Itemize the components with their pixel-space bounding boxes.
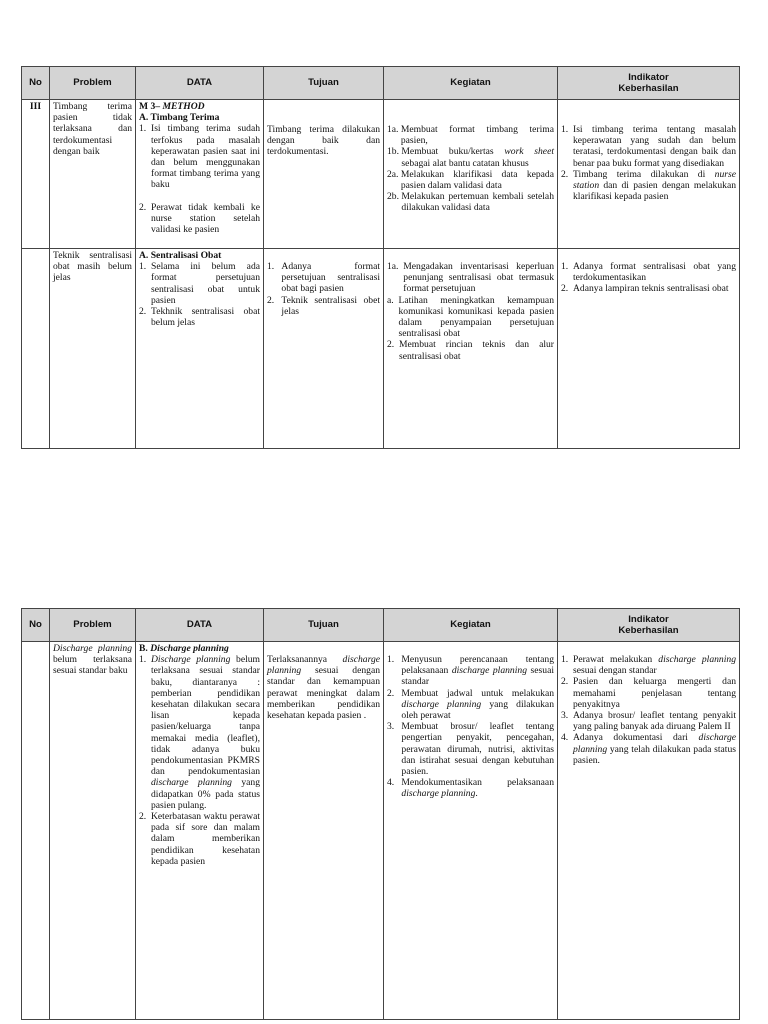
list-item [561,710,736,732]
text-part: sesuai standar [401,665,554,688]
header-row [22,609,740,642]
header-data: DATA [136,609,264,642]
list-item [561,283,736,294]
list-text [573,654,736,676]
kegiatan-cell [384,249,558,449]
table-row [22,249,740,449]
list-item [561,676,736,710]
problem-cell: Timbang terima pasien tidak terlaksana dan terdokumentasi dengan baik [50,100,136,249]
list-item [387,124,554,146]
table-row [22,100,740,249]
list-item [387,721,554,777]
list-item [561,169,736,203]
list-text: Membuat brosur/ leaflet tentang pengertian penyakit, pencegahan, perawatan dirumah, nutrisi, aktivitas dan istirahat sesuai dengan kebutuhan pasien. [401,721,554,778]
list-text [573,169,736,203]
data-subheading: A. Timbang Terima [139,112,220,124]
data-heading: A. Sentralisasi Obat [139,250,222,261]
text-part: yang dilakukan oleh perawat [401,698,554,722]
list-number: 2b. [387,191,399,203]
text-em: Discharge planning [151,654,231,666]
header-problem: Problem [50,609,136,642]
list-text: Membuat rincian teknis dan alur sentralisasi obat [399,339,554,362]
data-heading-em: METHOD [162,101,205,112]
list-text: Melakukan pertemuan kembali setelah dilakukan validasi data [401,191,554,214]
list-text: Selama ini belum ada format persetujuan sentralisasi obat untuk pasien [151,261,260,306]
header-indikator-line2: Keberhasilan [618,83,679,94]
list-number: 2. [561,168,569,180]
header-indikator [558,67,740,100]
list-number: 1. [561,261,569,272]
list-number: 2. [387,687,395,699]
table-row [22,642,740,1020]
list-item [139,306,260,328]
text-part: sesuai dengan standar [573,665,657,677]
text-part: B. [139,643,151,654]
list-number: 1b. [387,146,399,158]
problem-cell [50,642,136,1020]
text-part: yang didapatkan 0% pada status pasien pulang. [151,777,260,811]
header-no: No [22,67,50,100]
list-number: 1. [387,654,395,665]
text-em: Discharge planning [150,643,229,654]
list-item [387,261,554,295]
text-part: Mendokumentasikan pelaksanaan [401,777,554,789]
list-number: 3. [561,710,569,722]
text-part: sesuai dengan standar dan kemampuan perawat meningkat dalam memberikan pendidikan kesehatan kepada pasien . [267,665,380,722]
list-text [401,688,554,722]
list-text: Teknik sentralisasi obet jelas [281,294,380,317]
tujuan-text [267,654,380,721]
list-number: 4. [387,777,395,789]
list-item [387,688,554,722]
list-number: 1. [139,261,147,273]
list-text: Isi timbang terima sudah terfokus pada masalah keperawatan pasien saat ini dan belum menggunakan format timbang terima yang baku [151,123,260,191]
text-em: discharge planning [151,777,232,789]
list-text: Adanya brosur/ leaflet tentang penyakit yang paling banyak ada diruang Palem II [573,710,736,733]
list-number: 1a. [387,124,399,135]
text-em: discharge planning [658,654,736,665]
list-text: Isi timbang terima tentang masalah keperawatan yang sudah dan belum teratasi, terdokumentasi dengan baik dan benar paa buku format yang disediakan [573,124,736,169]
list-item [387,169,554,191]
row-number [22,249,50,449]
list-item [139,202,260,236]
list-item [561,654,736,676]
header-row [22,67,740,100]
header-tujuan: Tujuan [264,609,384,642]
tujuan-cell [264,642,384,1020]
data-cell [136,249,264,449]
list-number: a. [387,294,394,306]
list-text [573,732,736,766]
list-item [561,261,736,283]
list-number: 2a. [387,168,399,180]
kegiatan-cell [384,642,558,1020]
header-no: No [22,609,50,642]
list-number: 2. [387,339,395,351]
list-number: 2. [139,306,147,318]
list-number: 2. [139,201,147,213]
list-text [401,777,554,799]
list-item [387,295,554,340]
plan-table-1 [21,66,740,449]
kegiatan-cell [384,100,558,249]
list-text: Tekhnik sentralisasi obat belum jelas [151,306,260,329]
list-text: Adanya format persetujuan sentralisasi obat bagi pasien [281,261,380,295]
list-item [387,191,554,213]
list-number: 1. [561,654,569,665]
text-em: discharge planning [451,665,527,677]
list-text: Keterbatasan waktu perawat pada sif sore dan malam dalam memberikan pendidikan kesehatan kepada pasien [151,811,260,867]
list-item [139,123,260,190]
indikator-cell [558,642,740,1020]
header-kegiatan: Kegiatan [384,67,558,100]
tujuan-cell [264,100,384,249]
text-em: discharge planning [573,732,736,755]
header-tujuan: Tujuan [264,67,384,100]
header-indikator-line1: Indikator [628,71,669,83]
text-part: Membuat jadwal untuk melakukan [401,687,554,699]
text-part: sebagai alat bantu catatan khusus [401,157,529,169]
data-heading [139,101,260,112]
text-part: . [475,788,478,800]
list-number: 2. [561,676,569,688]
text-part: Timbang terima dilakukan di [573,168,715,180]
list-item [561,732,736,766]
text-part: belum terlaksana sesuai standar baku [53,654,132,677]
header-kegiatan: Kegiatan [384,609,558,642]
header-indikator-line2: Keberhasilan [618,625,679,636]
list-text: Adanya lampiran teknis sentralisasi obat [573,283,729,295]
text-em: discharge planning [401,788,476,800]
tujuan-cell [264,249,384,449]
list-number: 1. [139,654,147,666]
list-item [267,295,380,317]
list-text: Mengadakan inventarisasi keperluan penunjang sentralisasi obat termasuk format persetujuan [403,261,554,295]
list-text: Perawat tidak kembali ke nurse station setelah validasi ke pasien [151,201,260,236]
list-number: 2. [561,283,569,295]
list-item [387,146,554,168]
text-part: Membuat buku/kertas [401,146,505,158]
data-heading-text: M 3– [139,101,163,112]
list-item [387,654,554,688]
list-number: 1. [139,123,147,135]
text-part: Perawat melakukan [573,654,659,665]
indikator-cell [558,249,740,449]
list-text [401,654,554,688]
list-number: 1a. [387,261,399,272]
list-item [561,124,736,169]
list-item [267,261,380,295]
text-em: nurse station [573,168,736,192]
header-problem: Problem [50,67,136,100]
text-part: Adanya dokumentasi dari [573,732,699,744]
tujuan-text: Timbang terima dilakukan dengan baik dan terdokumentasi. [267,124,380,158]
list-number: 3. [387,721,395,733]
list-number: 4. [561,732,569,744]
list-item [387,339,554,361]
list-number: 2. [139,811,147,823]
data-cell [136,100,264,249]
list-item [139,811,260,867]
text-part: Terlaksanannya [267,654,343,665]
text-em: Discharge planning [53,643,132,654]
list-text: Latihan meningkatkan kemampuan komunikasi komunikasi kepada pasien dalam penyampaian persetujuan sentralisasi obat [398,294,554,340]
list-text [401,146,554,168]
list-text [151,654,260,811]
plan-table-2 [21,608,740,1020]
data-cell [136,642,264,1020]
list-text: Pasien dan keluarga mengerti dan memahami penjelasan tentang penyakitnya [573,676,736,710]
text-part: belum terlaksana sesuai standar baku, diantaranya : pemberian pendidikan kesehatan dilakukan secara lisan kepada pasien/keluarga tanpa memakai media (leaflet), tidak adanya buku pendokumentasian PKMRS dan pendokumentasian [151,654,260,778]
list-item [139,654,260,811]
list-number: 2. [267,294,275,306]
header-indikator [558,609,740,642]
text-part: dan di pasien dengan melakukan klarifikasi kepada pasien [573,180,736,203]
list-number: 1. [267,261,275,272]
header-indikator-line1: Indikator [628,613,669,625]
data-heading [139,643,260,654]
indikator-cell [558,100,740,249]
header-data: DATA [136,67,264,100]
text-em: discharge planning [401,698,482,710]
text-em: discharge planning [267,654,380,677]
list-text: Membuat format timbang terima pasien, [400,124,554,147]
list-text: Adanya format sentralisasi obat yang terdokumentasikan [573,261,736,284]
row-number: III [22,100,50,249]
text-part: Menyusun perencanaan tentang pelaksanaan [401,654,554,677]
list-item [387,777,554,799]
list-text: Melakukan klarifikasi data kepada pasien dalam validasi data [400,168,554,192]
row-number [22,642,50,1020]
text-em: work sheet [504,146,554,158]
list-number: 1. [561,124,569,135]
problem-cell: Teknik sentralisasi obat masih belum jelas [50,249,136,449]
list-item [139,261,260,306]
text-part: yang telah dilakukan pada status pasien. [573,743,736,766]
